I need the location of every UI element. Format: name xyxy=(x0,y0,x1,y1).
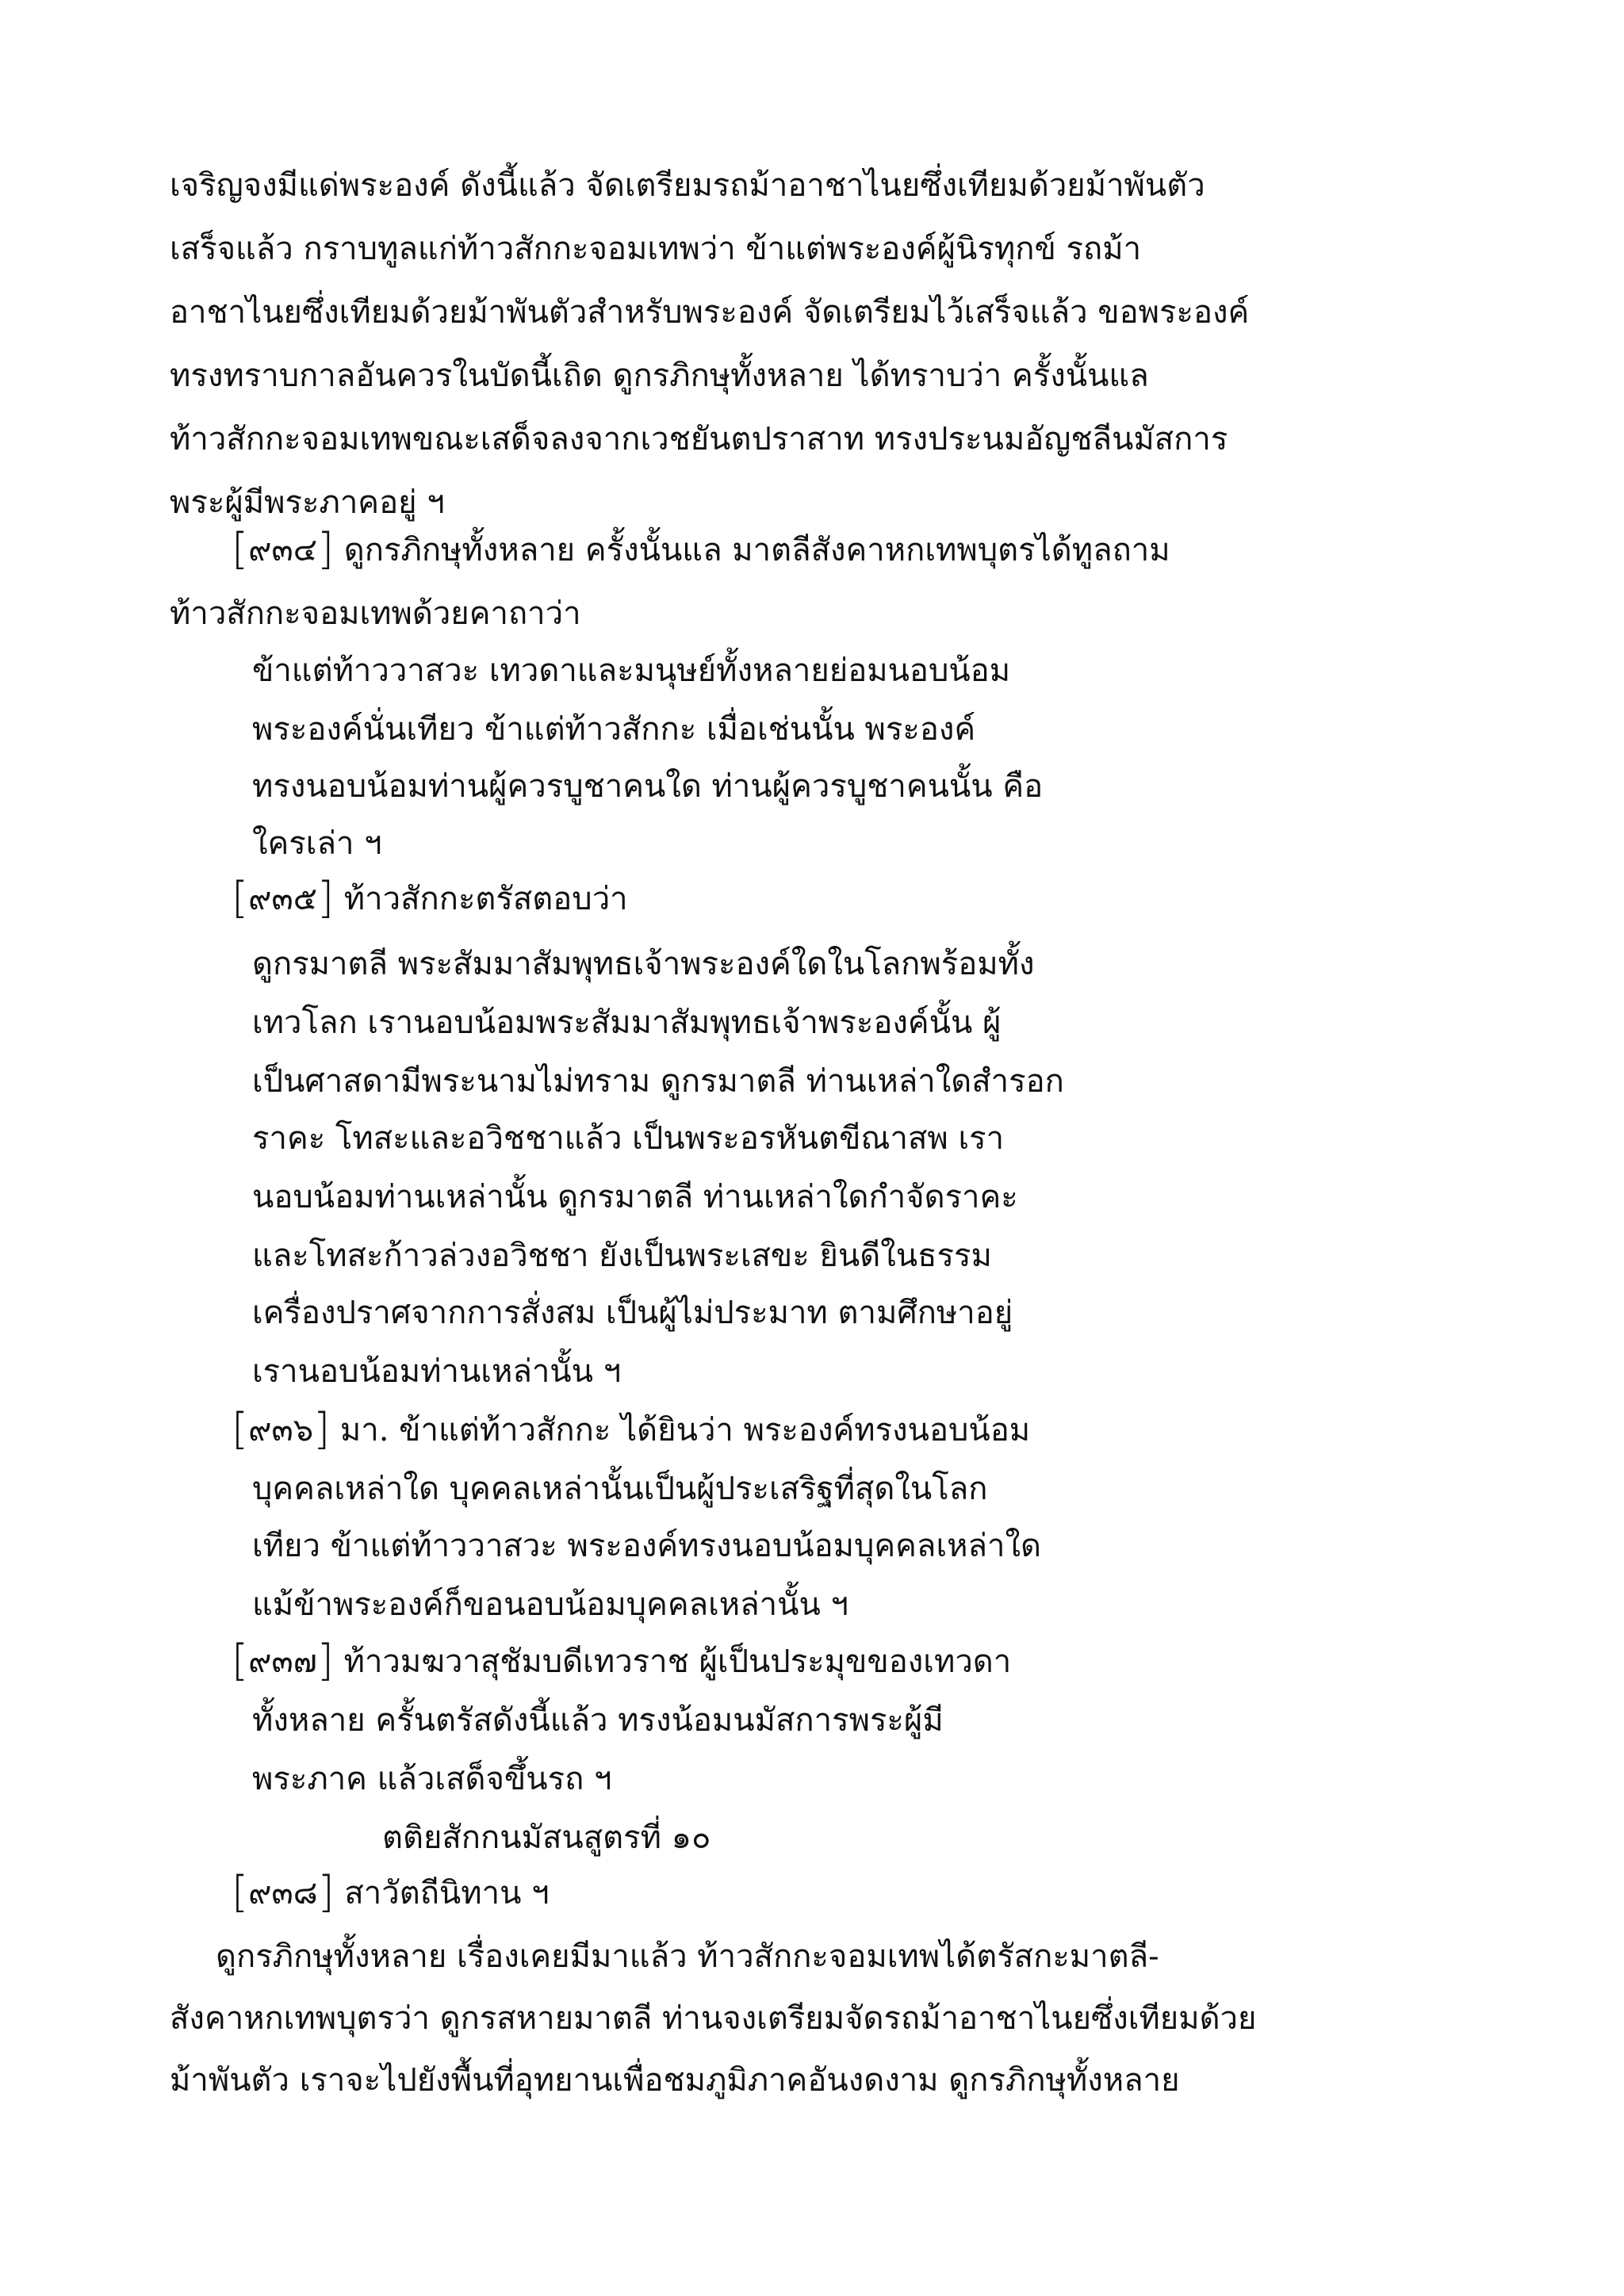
text-line: นอบน้อมท่านเหล่านั้น ดูกรมาตลี ท่านเหล่าใดกำจัดราคะ xyxy=(252,1179,1018,1215)
text-line: แม้ข้าพระองค์ก็ขอนอบน้อมบุคคลเหล่านั้น ฯ xyxy=(252,1586,848,1623)
text-line: เทวโลก เรานอบน้อมพระสัมมาสัมพุทธเจ้าพระองค์นั้น ผู้ xyxy=(252,1004,1002,1041)
verse-text: มา. ข้าแต่ท้าวสักกะ ได้ยินว่า พระองค์ทรงนอบน้อม xyxy=(339,1412,1031,1448)
verse-number: ๙๓๔ xyxy=(248,532,317,568)
verse-line-934 xyxy=(232,520,1170,580)
text-line: สังคาหกเทพบุตรว่า ดูกรสหายมาตลี ท่านจงเตรียมจัดรถม้าอาชาไนยซึ่งเทียมด้วย xyxy=(170,2000,1257,2037)
sutta-heading: ตติยสักกนมัสนสูตรที่ ๑๐ xyxy=(382,1820,711,1856)
verse-number: ๙๓๗ xyxy=(248,1644,317,1680)
bracket-close: ] xyxy=(317,873,335,923)
text-line: ท้าวสักกะจอมเทพขณะเสด็จลงจากเวชยันตปราสาท ทรงประนมอัญชลีนมัสการ xyxy=(170,421,1228,457)
text-line: ทรงนอบน้อมท่านผู้ควรบูชาคนใด ท่านผู้ควรบูชาคนนั้น คือ xyxy=(252,768,1044,805)
verse-text: ท้าวมฆวาสุชัมบดีเทวราช ผู้เป็นประมุขของเทวดา xyxy=(343,1644,1012,1680)
text-line: ท้าวสักกะจอมเทพด้วยคาถาว่า xyxy=(170,595,581,632)
text-line: ทั้งหลาย ครั้นตรัสดังนี้แล้ว ทรงน้อมนมัสการพระผู้มี xyxy=(252,1702,944,1739)
verse-text: สาวัตถีนิทาน ฯ xyxy=(344,1875,550,1911)
text-line: ใครเล่า ฯ xyxy=(252,825,382,862)
text-line: พระภาค แล้วเสด็จขึ้นรถ ฯ xyxy=(252,1761,612,1797)
text-line: เสร็จแล้ว กราบทูลแก่ท้าวสักกะจอมเทพว่า ข้าแต่พระองค์ผู้นิรทุกข์ รถม้า xyxy=(170,231,1142,267)
text-line: ดูกรมาตลี พระสัมมาสัมพุทธเจ้าพระองค์ใดในโลกพร้อมทั้ง xyxy=(252,946,1035,982)
text-line: ราคะ โทสะและอวิชชาแล้ว เป็นพระอรหันตขีณาสพ เรา xyxy=(252,1120,1005,1157)
text-line: เครื่องปราศจากการสั่งสม เป็นผู้ไม่ประมาท ตามศึกษาอยู่ xyxy=(252,1295,1013,1331)
verse-number: ๙๓๖ xyxy=(248,1412,314,1448)
text-line: เรานอบน้อมท่านเหล่านั้น ฯ xyxy=(252,1353,622,1390)
bracket-close: ] xyxy=(317,524,335,574)
text-line: บุคคลเหล่าใด บุคคลเหล่านั้นเป็นผู้ประเสริฐที่สุดในโลก xyxy=(252,1471,988,1507)
verse-text: ท้าวสักกะตรัสตอบว่า xyxy=(343,881,628,917)
text-line: ดูกรภิกษุทั้งหลาย เรื่องเคยมีมาแล้ว ท้าวสักกะจอมเทพได้ตรัสกะมาตลี- xyxy=(216,1938,1159,1975)
text-line: ม้าพันตัว เราจะไปยังพื้นที่อุทยานเพื่อชมภูมิภาคอันงดงาม ดูกรภิกษุทั้งหลาย xyxy=(170,2062,1180,2099)
text-line: เป็นศาสดามีพระนามไม่ทราม ดูกรมาตลี ท่านเหล่าใดสำรอก xyxy=(252,1063,1064,1100)
verse-text: ดูกรภิกษุทั้งหลาย ครั้งนั้นแล มาตลีสังคาหกเทพบุตรได้ทูลถาม xyxy=(343,532,1170,568)
bracket-close: ] xyxy=(316,1636,334,1686)
bracket-open: [ xyxy=(232,1867,249,1917)
text-line: พระองค์นั่นเทียว ข้าแต่ท้าวสักกะ เมื่อเช่นนั้น พระองค์ xyxy=(252,711,976,748)
bracket-open: [ xyxy=(232,524,249,574)
text-line: ข้าแต่ท้าววาสวะ เทวดาและมนุษย์ทั้งหลายย่อมนอบน้อม xyxy=(252,652,1011,689)
text-line: ทรงทราบกาลอันควรในบัดนี้เถิด ดูกรภิกษุทั้งหลาย ได้ทราบว่า ครั้งนั้นแล xyxy=(170,358,1149,394)
verse-line-937 xyxy=(232,1632,1011,1692)
text-line: เทียว ข้าแต่ท้าววาสวะ พระองค์ทรงนอบน้อมบุคคลเหล่าใด xyxy=(252,1528,1041,1564)
bracket-close: ] xyxy=(313,1404,331,1454)
text-line: อาชาไนยซึ่งเทียมด้วยม้าพันตัวสำหรับพระองค์ จัดเตรียมไว้เสร็จแล้ว ขอพระองค์ xyxy=(170,294,1250,331)
bracket-open: [ xyxy=(232,1636,249,1686)
text-line: พระผู้มีพระภาคอยู่ ฯ xyxy=(170,484,445,521)
verse-number: ๙๓๕ xyxy=(248,881,317,917)
verse-line-935 xyxy=(232,869,628,929)
text-line: และโทสะก้าวล่วงอวิชชา ยังเป็นพระเสขะ ยินดีในธรรม xyxy=(252,1238,992,1274)
verse-line-936 xyxy=(232,1400,1030,1460)
verse-number: ๙๓๘ xyxy=(248,1875,318,1911)
verse-line-938 xyxy=(232,1863,550,1923)
bracket-open: [ xyxy=(232,873,249,923)
text-line: เจริญจงมีแด่พระองค์ ดังนี้แล้ว จัดเตรียมรถม้าอาชาไนยซึ่งเทียมด้วยม้าพันตัว xyxy=(170,167,1205,204)
bracket-open: [ xyxy=(232,1404,249,1454)
bracket-close: ] xyxy=(317,1867,335,1917)
